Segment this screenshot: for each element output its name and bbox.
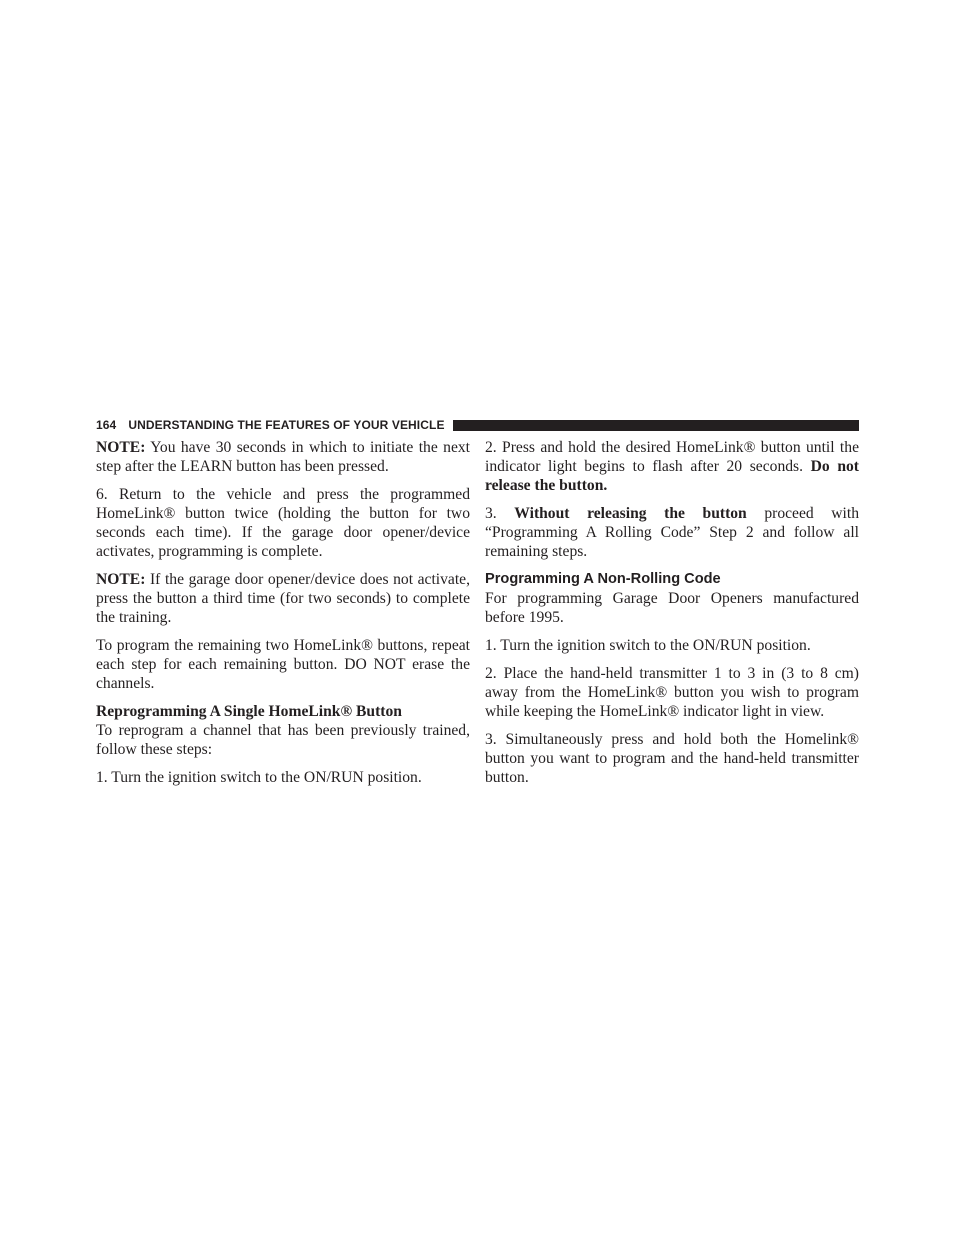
note-paragraph (96, 438, 470, 476)
left-column (96, 438, 470, 796)
step-3-prefix: 3. (485, 505, 515, 522)
step-2-warning: Do not release the button. (485, 458, 859, 494)
remaining-buttons-paragraph: To program the remaining two HomeLink® buttons, repeat each step for each remaining button. DO NOT erase the channels. (96, 637, 470, 692)
reprogram-step-2 (485, 438, 859, 495)
note-paragraph-2 (96, 570, 470, 627)
step-2-text: 2. Press and hold the desired HomeLink® button until the indicator light begins to flash after 20 seconds. (485, 439, 859, 475)
step-3-text: proceed with “Programming A Rolling Code” Step 2 and follow all remaining steps. (485, 505, 859, 560)
step-6-paragraph: 6. Return to the vehicle and press the programmed HomeLink® button twice (holding the button for two seconds each time). If the garage door opener/device activates, programming is complete. (96, 486, 470, 560)
page-number: 164 (96, 418, 117, 432)
note-text-2: If the garage door opener/device does not activate, press the button a third time (for two seconds) to complete the training. (96, 571, 470, 626)
reprogram-step-1: 1. Turn the ignition switch to the ON/RUN position. (96, 769, 422, 786)
heading-reprogramming: Reprogramming A Single HomeLink® Button (96, 703, 402, 720)
non-rolling-step-2: 2. Place the hand-held transmitter 1 to 3 in (3 to 8 cm) away from the HomeLink® button you wish to program while keeping the HomeLink® indicator light in view. (485, 665, 859, 720)
reprogram-step-3 (485, 504, 859, 561)
reprogram-intro-paragraph: To reprogram a channel that has been previously trained, follow these steps: (96, 722, 470, 758)
heading-non-rolling-code: Programming A Non-Rolling Code (485, 571, 721, 587)
non-rolling-intro: For programming Garage Door Openers manufactured before 1995. (485, 590, 859, 626)
page-header (96, 418, 859, 432)
note-label-2: NOTE: (96, 571, 146, 588)
non-rolling-step-3: 3. Simultaneously press and hold both the Homelink® button you want to program and the hand-held transmitter button. (485, 731, 859, 786)
note-label: NOTE: (96, 439, 146, 456)
step-3-bold: Without releasing the button (514, 505, 747, 522)
non-rolling-step-1: 1. Turn the ignition switch to the ON/RUN position. (485, 637, 811, 654)
header-rule-bar (453, 420, 859, 431)
note-text: You have 30 seconds in which to initiate the next step after the LEARN button has been pressed. (96, 439, 470, 475)
right-column (485, 438, 859, 796)
section-title: UNDERSTANDING THE FEATURES OF YOUR VEHICLE (128, 418, 445, 432)
